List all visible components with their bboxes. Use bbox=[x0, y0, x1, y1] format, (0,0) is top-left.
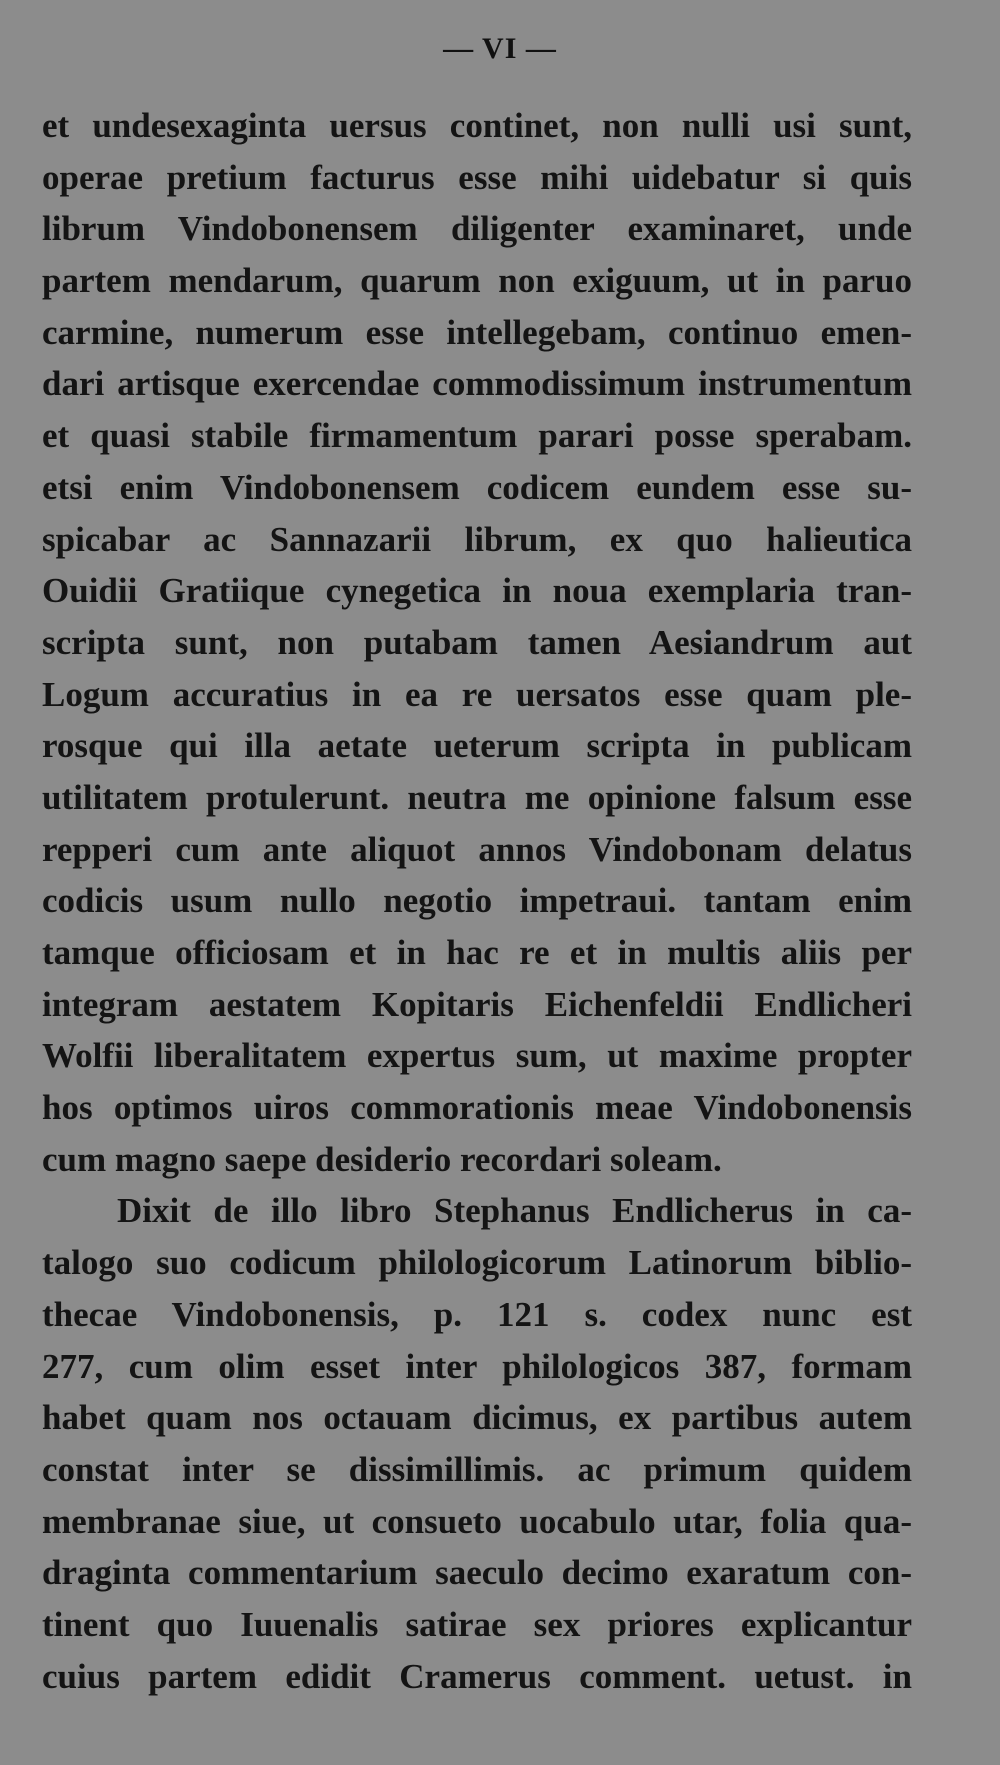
text-line: partem mendarum, quarum non exiguum, ut in paruo bbox=[42, 261, 912, 301]
text-line: hos optimos uiros commorationis meae Vindobonensis bbox=[42, 1088, 912, 1128]
text-line: thecae Vindobonensis, p. 121 s. codex nunc est bbox=[42, 1294, 912, 1334]
text-line: membranae siue, ut consueto uocabulo utar, folia qua- bbox=[42, 1501, 912, 1541]
text-line: talogo suo codicum philologicorum Latinorum biblio- bbox=[42, 1243, 912, 1283]
text-line: tamque officiosam et in hac re et in multis aliis per bbox=[42, 933, 912, 972]
text-line: codicis usum nullo negotio impetraui. tantam enim bbox=[42, 881, 912, 921]
text-line: 277, cum olim esset inter philologicos 387, formam bbox=[42, 1346, 912, 1386]
text-line: habet quam nos octauam dicimus, ex partibus autem bbox=[42, 1398, 912, 1438]
text-line: dari artisque exercendae commodissimum instrumentum bbox=[42, 364, 912, 404]
text-line: draginta commentarium saeculo decimo exaratum con- bbox=[42, 1553, 912, 1593]
text-line: etsi enim Vindobonensem codicem eundem esse su- bbox=[42, 467, 912, 507]
text-line: constat inter se dissimillimis. ac primum quidem bbox=[42, 1449, 912, 1489]
text-line: et quasi stabile firmamentum parari posse sperabam. bbox=[42, 416, 912, 456]
text-line: operae pretium facturus esse mihi uidebatur si quis bbox=[42, 157, 912, 197]
text-line: integram aestatem Kopitaris Eichenfeldii Endlicheri bbox=[42, 984, 912, 1024]
text-line: Wolfii liberalitatem expertus sum, ut maxime propter bbox=[42, 1036, 912, 1076]
text-line: et undesexaginta uersus continet, non nulli usi sunt, bbox=[42, 106, 912, 145]
text-line: librum Vindobonensem diligenter examinaret, unde bbox=[42, 209, 912, 249]
text-line: repperi cum ante aliquot annos Vindobonam delatus bbox=[42, 829, 912, 869]
text-line: spicabar ac Sannazarii librum, ex quo halieutica bbox=[42, 519, 912, 559]
text-line: cuius partem edidit Cramerus comment. uetust. in bbox=[42, 1656, 912, 1696]
text-line: utilitatem protulerunt. neutra me opinione falsum esse bbox=[42, 777, 912, 817]
text-line: scripta sunt, non putabam tamen Aesiandrum aut bbox=[42, 622, 912, 662]
text-line: Dixit de illo libro Stephanus Endlicherus in ca- bbox=[117, 1191, 912, 1231]
page-number-header: — VI — bbox=[443, 32, 557, 65]
body-text bbox=[42, 100, 912, 1702]
text-line: rosque qui illa aetate ueterum scripta in publicam bbox=[42, 726, 912, 766]
text-line: tinent quo Iuuenalis satirae sex priores explicantur bbox=[42, 1604, 912, 1644]
text-line: cum magno saepe desiderio recordari soleam. bbox=[42, 1139, 722, 1179]
text-line: Ouidii Gratiique cynegetica in noua exemplaria tran- bbox=[42, 571, 912, 611]
text-line: Logum accuratius in ea re uersatos esse quam ple- bbox=[42, 674, 912, 714]
text-line: carmine, numerum esse intellegebam, continuo emen- bbox=[42, 312, 912, 352]
